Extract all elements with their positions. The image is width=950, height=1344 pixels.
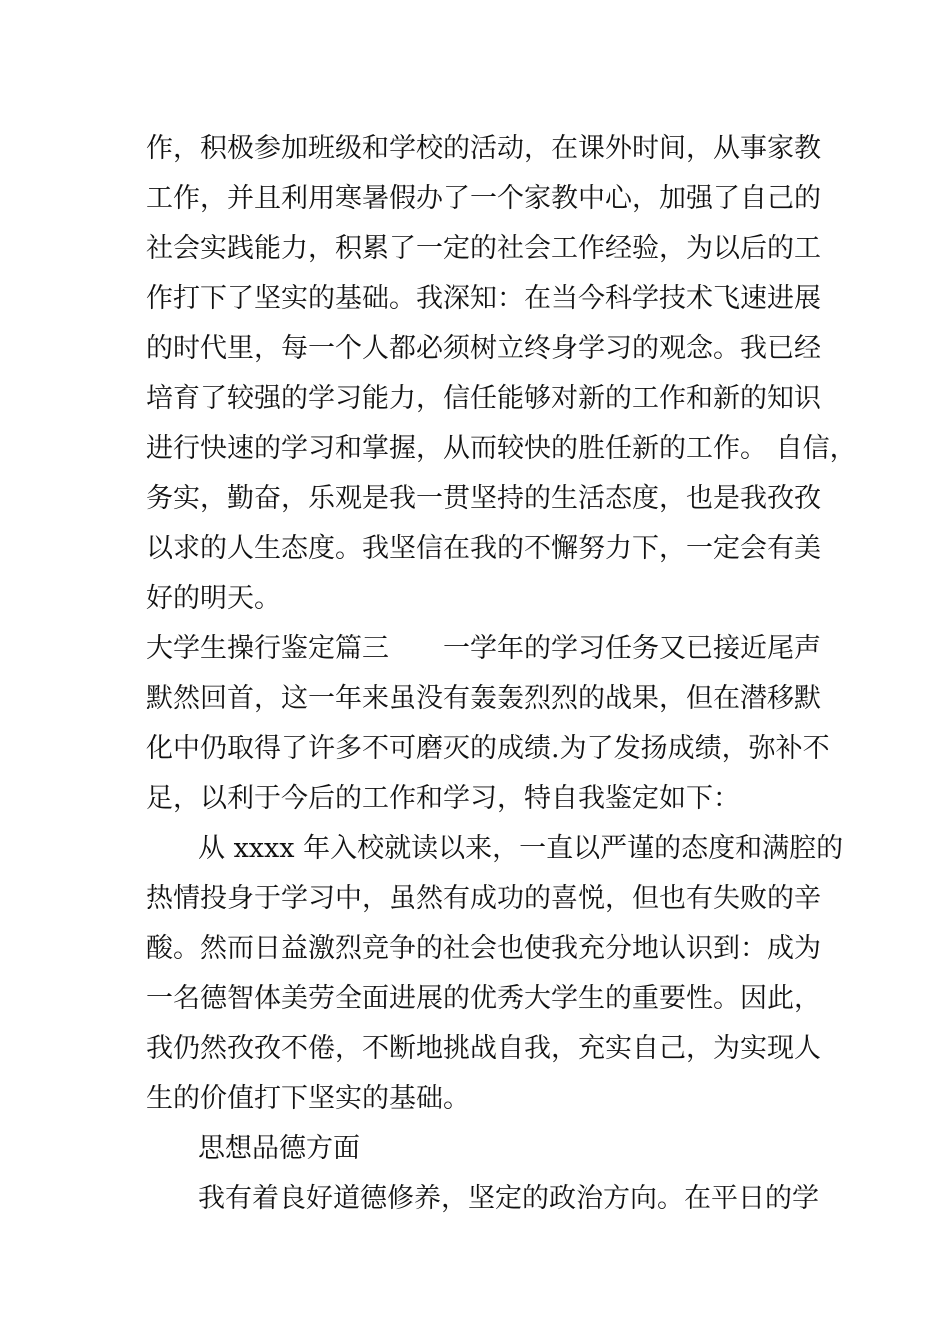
text-line: 工作，并且利用寒暑假办了一个家教中心，加强了自己的 — [146, 183, 821, 214]
text-line: 默然回首，这一年来虽没有轰轰烈烈的战果，但在潜移默 — [146, 683, 821, 714]
section-heading: 大学生操行鉴定篇三 — [146, 633, 389, 664]
text-line: 化中仍取得了许多不可磨灭的成绩.为了发扬成绩，弥补不 — [146, 733, 830, 764]
text-line: 好的明天。 — [146, 583, 281, 614]
text-line: 作，积极参加班级和学校的活动，在课外时间，从事家教 — [146, 133, 821, 164]
text-line: 培育了较强的学习能力，信任能够对新的工作和新的知识 — [146, 383, 821, 414]
text-line: 足，以利于今后的工作和学习，特自我鉴定如下： — [146, 783, 740, 814]
text-line: 务实，勤奋，乐观是我一贯坚持的生活态度，也是我孜孜 — [146, 483, 821, 514]
text-line: 以求的人生态度。我坚信在我的不懈努力下，一定会有美 — [146, 533, 821, 564]
text-line: 酸。然而日益激烈竞争的社会也使我充分地认识到：成为 — [146, 933, 821, 964]
text-line: 的时代里，每一个人都必须树立终身学习的观念。我已经 — [146, 333, 821, 364]
document-body — [146, 124, 857, 1224]
text-line: 进行快速的学习和掌握，从而较快的胜任新的工作。 自信， — [146, 433, 857, 464]
section-heading-line — [146, 624, 846, 674]
text-line: 作打下了坚实的基础。我深知：在当今科学技术飞速进展 — [146, 283, 821, 314]
section-heading-continuation: 一学年的学习任务又已接近尾声 — [443, 633, 821, 664]
subheading: 思想品德方面 — [198, 1133, 360, 1164]
text-line: 我仍然孜孜不倦，不断地挑战自我，充实自己，为实现人 — [146, 1033, 821, 1064]
text-line: 生的价值打下坚实的基础。 — [146, 1083, 470, 1114]
text-line: 从 xxxx 年入校就读以来，一直以严谨的态度和满腔的 — [198, 833, 844, 864]
text-line: 社会实践能力，积累了一定的社会工作经验，为以后的工 — [146, 233, 821, 264]
text-line: 我有着良好道德修养，坚定的政治方向。在平日的学 — [198, 1183, 819, 1214]
text-line: 一名德智体美劳全面进展的优秀大学生的重要性。因此， — [146, 983, 821, 1014]
text-line: 热情投身于学习中，虽然有成功的喜悦，但也有失败的辛 — [146, 883, 821, 914]
